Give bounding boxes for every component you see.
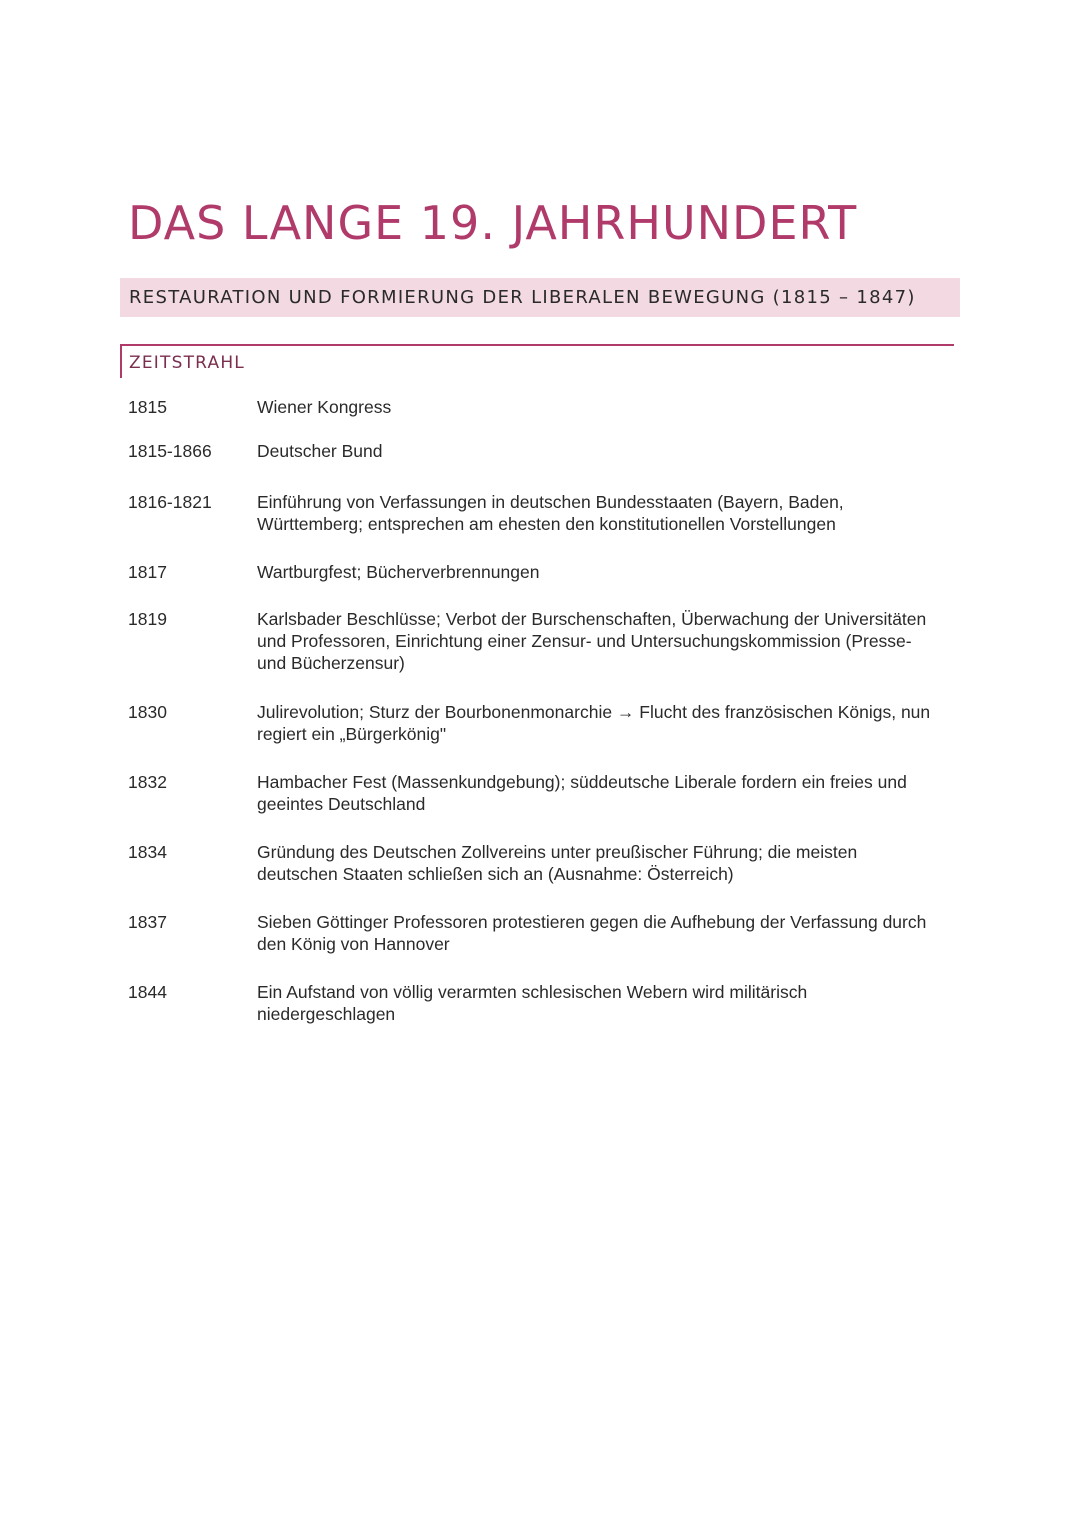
timeline-year: 1815 <box>128 397 167 417</box>
timeline-year: 1832 <box>128 772 167 792</box>
timeline-event: Einführung von Verfassungen in deutschen Bundesstaaten (Bayern, Baden, Württemberg; entsprechen am ehesten den konstitutionellen Vorstellungen <box>257 492 844 534</box>
timeline-section-label: ZEITSTRAHL <box>129 353 245 373</box>
subtitle-band <box>120 278 960 317</box>
timeline-year: 1816-1821 <box>128 492 212 512</box>
timeline-event: Ein Aufstand von völlig verarmten schlesischen Webern wird militärisch niedergeschlagen <box>257 982 808 1024</box>
timeline-event: Hambacher Fest (Massenkundgebung); süddeutsche Liberale fordern ein freies und geeintes Deutschland <box>257 772 907 814</box>
timeline-year: 1817 <box>128 562 167 582</box>
timeline-event: Wiener Kongress <box>257 397 392 417</box>
section-subtitle: RESTAURATION UND FORMIERUNG DER LIBERALEN BEWEGUNG (1815 – 1847) <box>129 287 916 308</box>
timeline-year: 1844 <box>128 982 167 1002</box>
page-title: DAS LANGE 19. JAHRHUNDERT <box>128 196 858 250</box>
timeline-year: 1819 <box>128 609 167 629</box>
timeline-section-header <box>120 344 954 378</box>
timeline-event: Sieben Göttinger Professoren protestieren gegen die Aufhebung der Verfassung durch den König von Hannover <box>257 912 927 954</box>
timeline-event: Deutscher Bund <box>257 441 383 461</box>
timeline-event: Julirevolution; Sturz der Bourbonenmonarchie → Flucht des französischen Königs, nun regiert ein „Bürgerkönig" <box>257 702 931 744</box>
timeline-event: Karlsbader Beschlüsse; Verbot der Burschenschaften, Überwachung der Universitäten und Professoren, Einrichtung einer Zensur- und Untersuchungskommission (Presse- und Bücherzensur) <box>257 609 927 673</box>
timeline-event: Wartburgfest; Bücherverbrennungen <box>257 562 540 582</box>
timeline-year: 1830 <box>128 702 167 722</box>
timeline-event: Gründung des Deutschen Zollvereins unter preußischer Führung; die meisten deutschen Staaten schließen sich an (Ausnahme: Österreich) <box>257 842 858 884</box>
timeline-year: 1815-1866 <box>128 441 212 461</box>
timeline-year: 1837 <box>128 912 167 932</box>
timeline-year: 1834 <box>128 842 167 862</box>
